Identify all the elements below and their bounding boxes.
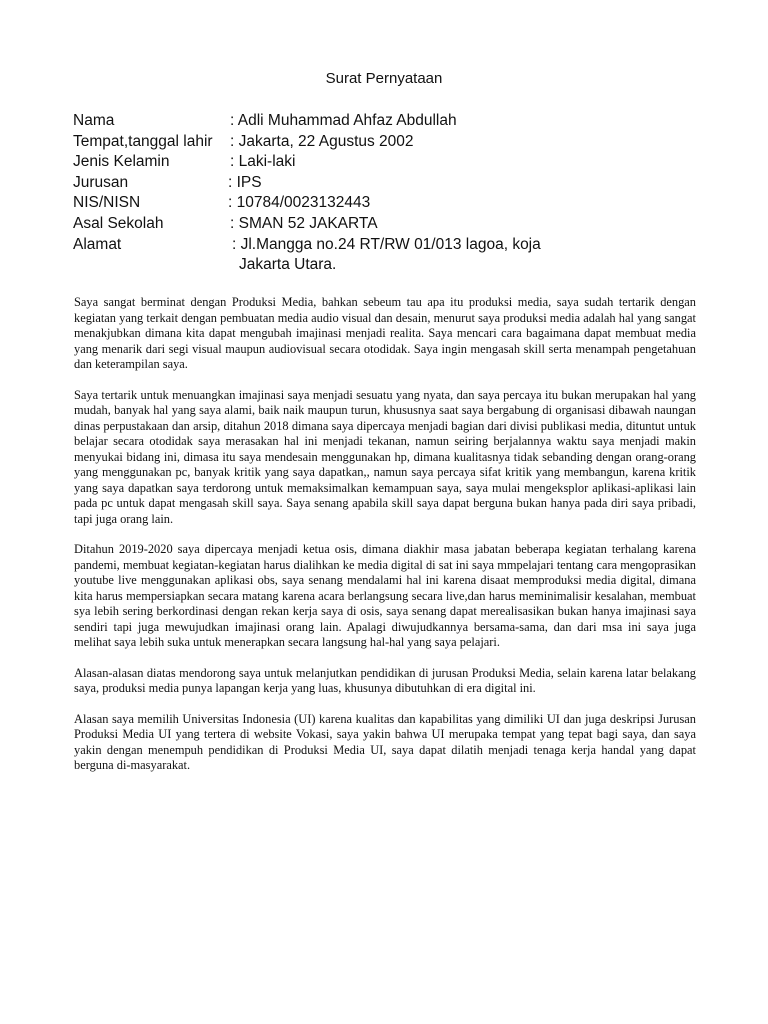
- info-row-jurusan: [73, 173, 713, 194]
- info-row-nama: [73, 111, 713, 132]
- paragraph: Ditahun 2019-2020 saya dipercaya menjadi ketua osis, dimana diakhir masa jabatan beberapa kegiatan terhalang karena pandemi, membuat kegiatan-kegiatan harus dialihkan ke media digital di sat ini saya mmpelajari tentang cara mengoprasikan youtube live menggunakan aplikasi obs, saya senang mendalami hal ini karena disaat memproduksi media digital, dimana kita harus mempersiapkan secara matang karena acara berlangsung secara live,dan harus meminimalisir kesalahan, membuat sya lebih sering berkordinasi dengan rekan kerja saya di osis, saya senang dapat merealisasikan bukan hanya imajinasi saya sendiri tapi juga mewujudkan imajinasi orang lain. Apalagi diwujudkannya bersama-sama, dan dari msa ini saya juga melihat saya lebih suka untuk menerapkan secara langsung hal-hal yang saya pelajari.: [74, 542, 696, 649]
- info-value: : 10784/0023132443: [228, 194, 371, 212]
- info-row-ttl: [73, 132, 713, 153]
- info-value-continued: Jakarta Utara.: [239, 256, 337, 274]
- statement-body: [74, 295, 696, 789]
- info-label: Nama: [73, 112, 115, 129]
- info-label: Tempat,tanggal lahir: [73, 132, 213, 150]
- info-value: : IPS: [228, 173, 262, 191]
- info-value: : Jl.Mangga no.24 RT/RW 01/013 lagoa, koja: [232, 235, 541, 253]
- info-label: NIS/NISN: [73, 194, 141, 212]
- info-value: : Adli Muhammad Ahfaz Abdullah: [230, 112, 457, 129]
- personal-info-block: [73, 111, 713, 276]
- info-label: Jenis Kelamin: [73, 153, 170, 171]
- info-row-alamat-cont: [73, 255, 713, 276]
- info-value: : SMAN 52 JAKARTA: [230, 214, 378, 232]
- info-value: : Jakarta, 22 Agustus 2002: [230, 132, 414, 150]
- info-row-jenis-kelamin: [73, 152, 713, 173]
- info-label: Jurusan: [73, 173, 129, 191]
- info-label: Asal Sekolah: [73, 214, 164, 232]
- paragraph: Alasan saya memilih Universitas Indonesia (UI) karena kualitas dan kapabilitas yang dimiliki UI dan juga deskripsi Jurusan Produksi Media UI yang tertera di website Vokasi, saya yakin bahwa UI merupaka tempat yang tepat bagi saya, dan saya yakin dengan menempuh pendidikan di Produksi Media UI, saya dapat dilatih menjadi tenaga kerja handal yang dapat berguna di-masyarakat.: [74, 711, 696, 772]
- paragraph: Saya tertarik untuk menuangkan imajinasi saya menjadi sesuatu yang nyata, dan saya percaya itu bukan merupakan hal yang mudah, banyak hal yang saya alami, baik naik maupun turun, khususnya saat saya bergabung di organisasi dibawah naungan dinas perpustakaan dan arsip, ditahun 2018 dimana saya dipercaya menjadi bagian dari divisi publikasi media, dituntut untuk belajar secara otodidak saya merasakan hal ini menjadi tekanan, namun seiring berjalannya waktu saya menjadi makin menyukai bidang ini, dimasa itu saya mendesain menggunakan hp, dimana kualitasnya tidak sebanding dengan orang-orang yang menggunakan pc, banyak kritik yang saya dapatkan,, namun saya percaya sifat kritik yang membangun, karena kritik yang saya dapatkan saya terdorong untuk memaksimalkan kemampuan saya, saya mulai mengeksplor aplikasi-aplikasi lain pada pc untuk dapat mengasah skill saya. Saya senang apabila skill saya dapat berguna bukan hanya pada diri saya pribadi, tapi juga orang lain.: [74, 387, 696, 526]
- info-row-asal-sekolah: [73, 214, 713, 235]
- paragraph: Saya sangat berminat dengan Produksi Media, bahkan sebeum tau apa itu produksi media, saya sudah tertarik dengan kegiatan yang terkait dengan pembuatan media audio visual dan desain, menurut saya produksi media adalah hal yang sangat menakjubkan dimana kita dapat mengubah imajinasi menjadi realita. Saya mencari cara bagaimana dapat membuat media yang menarik dari segi visual maupun audiovisual secara otodidak. Saya ingin mengasah skill serta menampah pengetahuan dan keterampilan saya.: [74, 295, 696, 371]
- info-value: : Laki-laki: [230, 153, 296, 171]
- document-title: Surat Pernyataan: [325, 70, 443, 87]
- info-row-alamat: [73, 235, 713, 256]
- info-label: Alamat: [73, 235, 122, 253]
- info-row-nis: [73, 193, 713, 214]
- paragraph: Alasan-alasan diatas mendorong saya untuk melanjutkan pendidikan di jurusan Produksi Media, selain karena latar belakang saya, produksi media punya lapangan kerja yang luas, khusunya dibutuhkan di era digital ini.: [74, 665, 696, 695]
